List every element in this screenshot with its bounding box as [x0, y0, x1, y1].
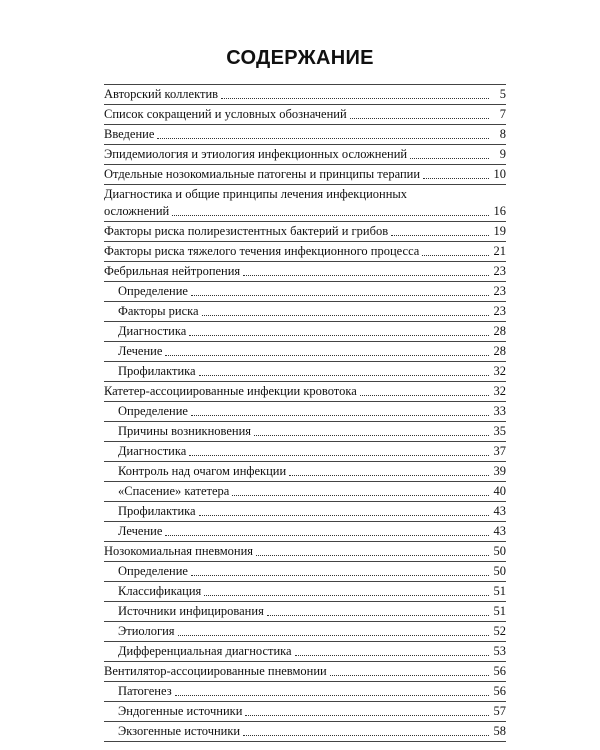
toc-entry-page: 23 [493, 304, 506, 318]
toc-entry-page: 33 [493, 404, 506, 418]
dot-leader [165, 535, 489, 536]
toc-entry-title: Катетер-ассоциированные инфекции кровотока [104, 384, 357, 398]
toc-entry[interactable] [104, 185, 506, 221]
divider [104, 741, 506, 742]
toc-subentry[interactable] [104, 582, 506, 601]
dot-leader [289, 475, 489, 476]
toc-entry-page: 52 [493, 624, 506, 638]
toc-entry-page: 43 [493, 504, 506, 518]
toc-entry-title: Авторский коллектив [104, 87, 219, 101]
toc-entry-title: Факторы риска [118, 304, 199, 318]
toc-entry-title: Экзогенные источники [118, 724, 241, 738]
toc-subentry[interactable] [104, 462, 506, 481]
dot-leader [360, 395, 489, 396]
toc-subentry[interactable] [104, 282, 506, 301]
toc-entry-page: 43 [493, 524, 506, 538]
dot-leader [232, 495, 489, 496]
dot-leader [243, 275, 489, 276]
dot-leader [165, 355, 489, 356]
dot-leader [191, 575, 489, 576]
dot-leader [178, 635, 489, 636]
toc-entry-title: Контроль над очагом инфекции [118, 464, 287, 478]
toc-entry-title: Дифференциальная диагностика [118, 644, 292, 658]
dot-leader [175, 695, 489, 696]
toc-entry[interactable] [104, 85, 506, 104]
dot-leader [295, 655, 489, 656]
toc-entry-page: 53 [493, 644, 506, 658]
toc-entry-title: Список сокращений и условных обозначений [104, 107, 347, 121]
toc-entry[interactable] [104, 542, 506, 561]
dot-leader [330, 675, 489, 676]
toc-entry-title: Классификация [118, 584, 202, 598]
toc-entry-page: 32 [493, 384, 506, 398]
toc-entry-page: 9 [499, 147, 506, 161]
dot-leader [245, 715, 489, 716]
toc-subentry[interactable] [104, 342, 506, 361]
toc-entry-title: Диагностика [118, 324, 187, 338]
toc-entry-page: 51 [493, 584, 506, 598]
toc-entry-title: Профилактика [118, 364, 196, 378]
toc-subentry[interactable] [104, 502, 506, 521]
toc-subentry[interactable] [104, 302, 506, 321]
dot-leader [191, 415, 489, 416]
toc-entry-title: Лечение [118, 524, 163, 538]
toc-subentry[interactable] [104, 722, 506, 741]
toc-entry[interactable] [104, 242, 506, 261]
toc-subentry[interactable] [104, 322, 506, 341]
dot-leader [172, 215, 489, 216]
toc-entry-page: 37 [493, 444, 506, 458]
toc-entry-title: Этиология [118, 624, 175, 638]
toc-entry-page: 56 [493, 664, 506, 678]
toc-entry-title: Вентилятор-ассоциированные пневмонии [104, 664, 327, 678]
toc-entry-page: 35 [493, 424, 506, 438]
toc-entry-title: Эпидемиология и этиология инфекционных осложнений [104, 147, 408, 161]
toc-subentry[interactable] [104, 642, 506, 661]
toc-entry-title: «Спасение» катетера [118, 484, 230, 498]
toc-entry[interactable] [104, 165, 506, 184]
table-of-contents [104, 84, 506, 742]
toc-entry-page: 50 [493, 564, 506, 578]
toc-entry-title: Нозокомиальная пневмония [104, 544, 254, 558]
toc-entry-title: Факторы риска тяжелого течения инфекционного процесса [104, 244, 420, 258]
dot-leader [410, 158, 489, 159]
toc-entry-page: 5 [499, 87, 506, 101]
toc-entry-page: 21 [493, 244, 506, 258]
toc-subentry[interactable] [104, 482, 506, 501]
toc-entry-page: 51 [493, 604, 506, 618]
toc-entry-title: Факторы риска полирезистентных бактерий и грибов [104, 224, 389, 238]
toc-entry[interactable] [104, 382, 506, 401]
toc-entry-page: 28 [493, 344, 506, 358]
dot-leader [191, 295, 489, 296]
toc-entry-title: Эндогенные источники [118, 704, 243, 718]
dot-leader [202, 315, 489, 316]
toc-entry-page: 23 [493, 264, 506, 278]
dot-leader [350, 118, 489, 119]
toc-entry-page: 58 [493, 724, 506, 738]
toc-entry[interactable] [104, 105, 506, 124]
toc-subentry[interactable] [104, 442, 506, 461]
dot-leader [243, 735, 489, 736]
toc-entry-title: Патогенез [118, 684, 172, 698]
toc-subentry[interactable] [104, 602, 506, 621]
toc-subentry[interactable] [104, 422, 506, 441]
toc-entry-title: Введение [104, 127, 155, 141]
toc-subentry[interactable] [104, 362, 506, 381]
toc-subentry[interactable] [104, 682, 506, 701]
dot-leader [221, 98, 489, 99]
toc-entry-page: 28 [493, 324, 506, 338]
dot-leader [254, 435, 489, 436]
dot-leader [267, 615, 489, 616]
toc-entry-page: 50 [493, 544, 506, 558]
dot-leader [199, 375, 489, 376]
toc-entry-page: 32 [493, 364, 506, 378]
toc-entry-title: Диагностика [118, 444, 187, 458]
toc-entry-title: Определение [118, 404, 188, 418]
toc-entry-title: Отдельные нозокомиальные патогены и принципы терапии [104, 167, 421, 181]
toc-subentry[interactable] [104, 622, 506, 641]
dot-leader [157, 138, 489, 139]
toc-entry-page: 19 [493, 224, 506, 238]
toc-entry-title: Диагностика и общие принципы лечения инфекционных [104, 187, 408, 201]
toc-subentry[interactable] [104, 562, 506, 581]
dot-leader [189, 455, 489, 456]
toc-entry[interactable] [104, 222, 506, 241]
dot-leader [256, 555, 489, 556]
toc-entry-title-continued: осложнений [104, 204, 170, 218]
toc-subentry[interactable] [104, 522, 506, 541]
dot-leader [422, 255, 489, 256]
toc-entry-title: Фебрильная нейтропения [104, 264, 241, 278]
dot-leader [204, 595, 489, 596]
dot-leader [189, 335, 489, 336]
toc-entry-page: 56 [493, 684, 506, 698]
toc-entry-title: Профилактика [118, 504, 196, 518]
toc-entry-title: Причины возникновения [118, 424, 252, 438]
toc-entry-title: Лечение [118, 344, 163, 358]
toc-entry-page: 23 [493, 284, 506, 298]
toc-subentry[interactable] [104, 702, 506, 721]
toc-entry-page: 57 [493, 704, 506, 718]
dot-leader [391, 235, 489, 236]
toc-entry-page: 10 [493, 167, 506, 181]
toc-entry-page: 8 [499, 127, 506, 141]
toc-entry[interactable] [104, 662, 506, 681]
toc-entry-page: 39 [493, 464, 506, 478]
toc-subentry[interactable] [104, 402, 506, 421]
toc-entry-title: Определение [118, 564, 188, 578]
toc-entry-page: 16 [493, 204, 506, 218]
dot-leader [199, 515, 489, 516]
toc-entry[interactable] [104, 262, 506, 281]
toc-entry-title: Источники инфицирования [118, 604, 264, 618]
toc-entry-page: 7 [499, 107, 506, 121]
toc-entry[interactable] [104, 125, 506, 144]
toc-entry-title: Определение [118, 284, 188, 298]
dot-leader [423, 178, 489, 179]
toc-entry[interactable] [104, 145, 506, 164]
toc-entry-page: 40 [493, 484, 506, 498]
page-title: СОДЕРЖАНИЕ [226, 47, 374, 69]
